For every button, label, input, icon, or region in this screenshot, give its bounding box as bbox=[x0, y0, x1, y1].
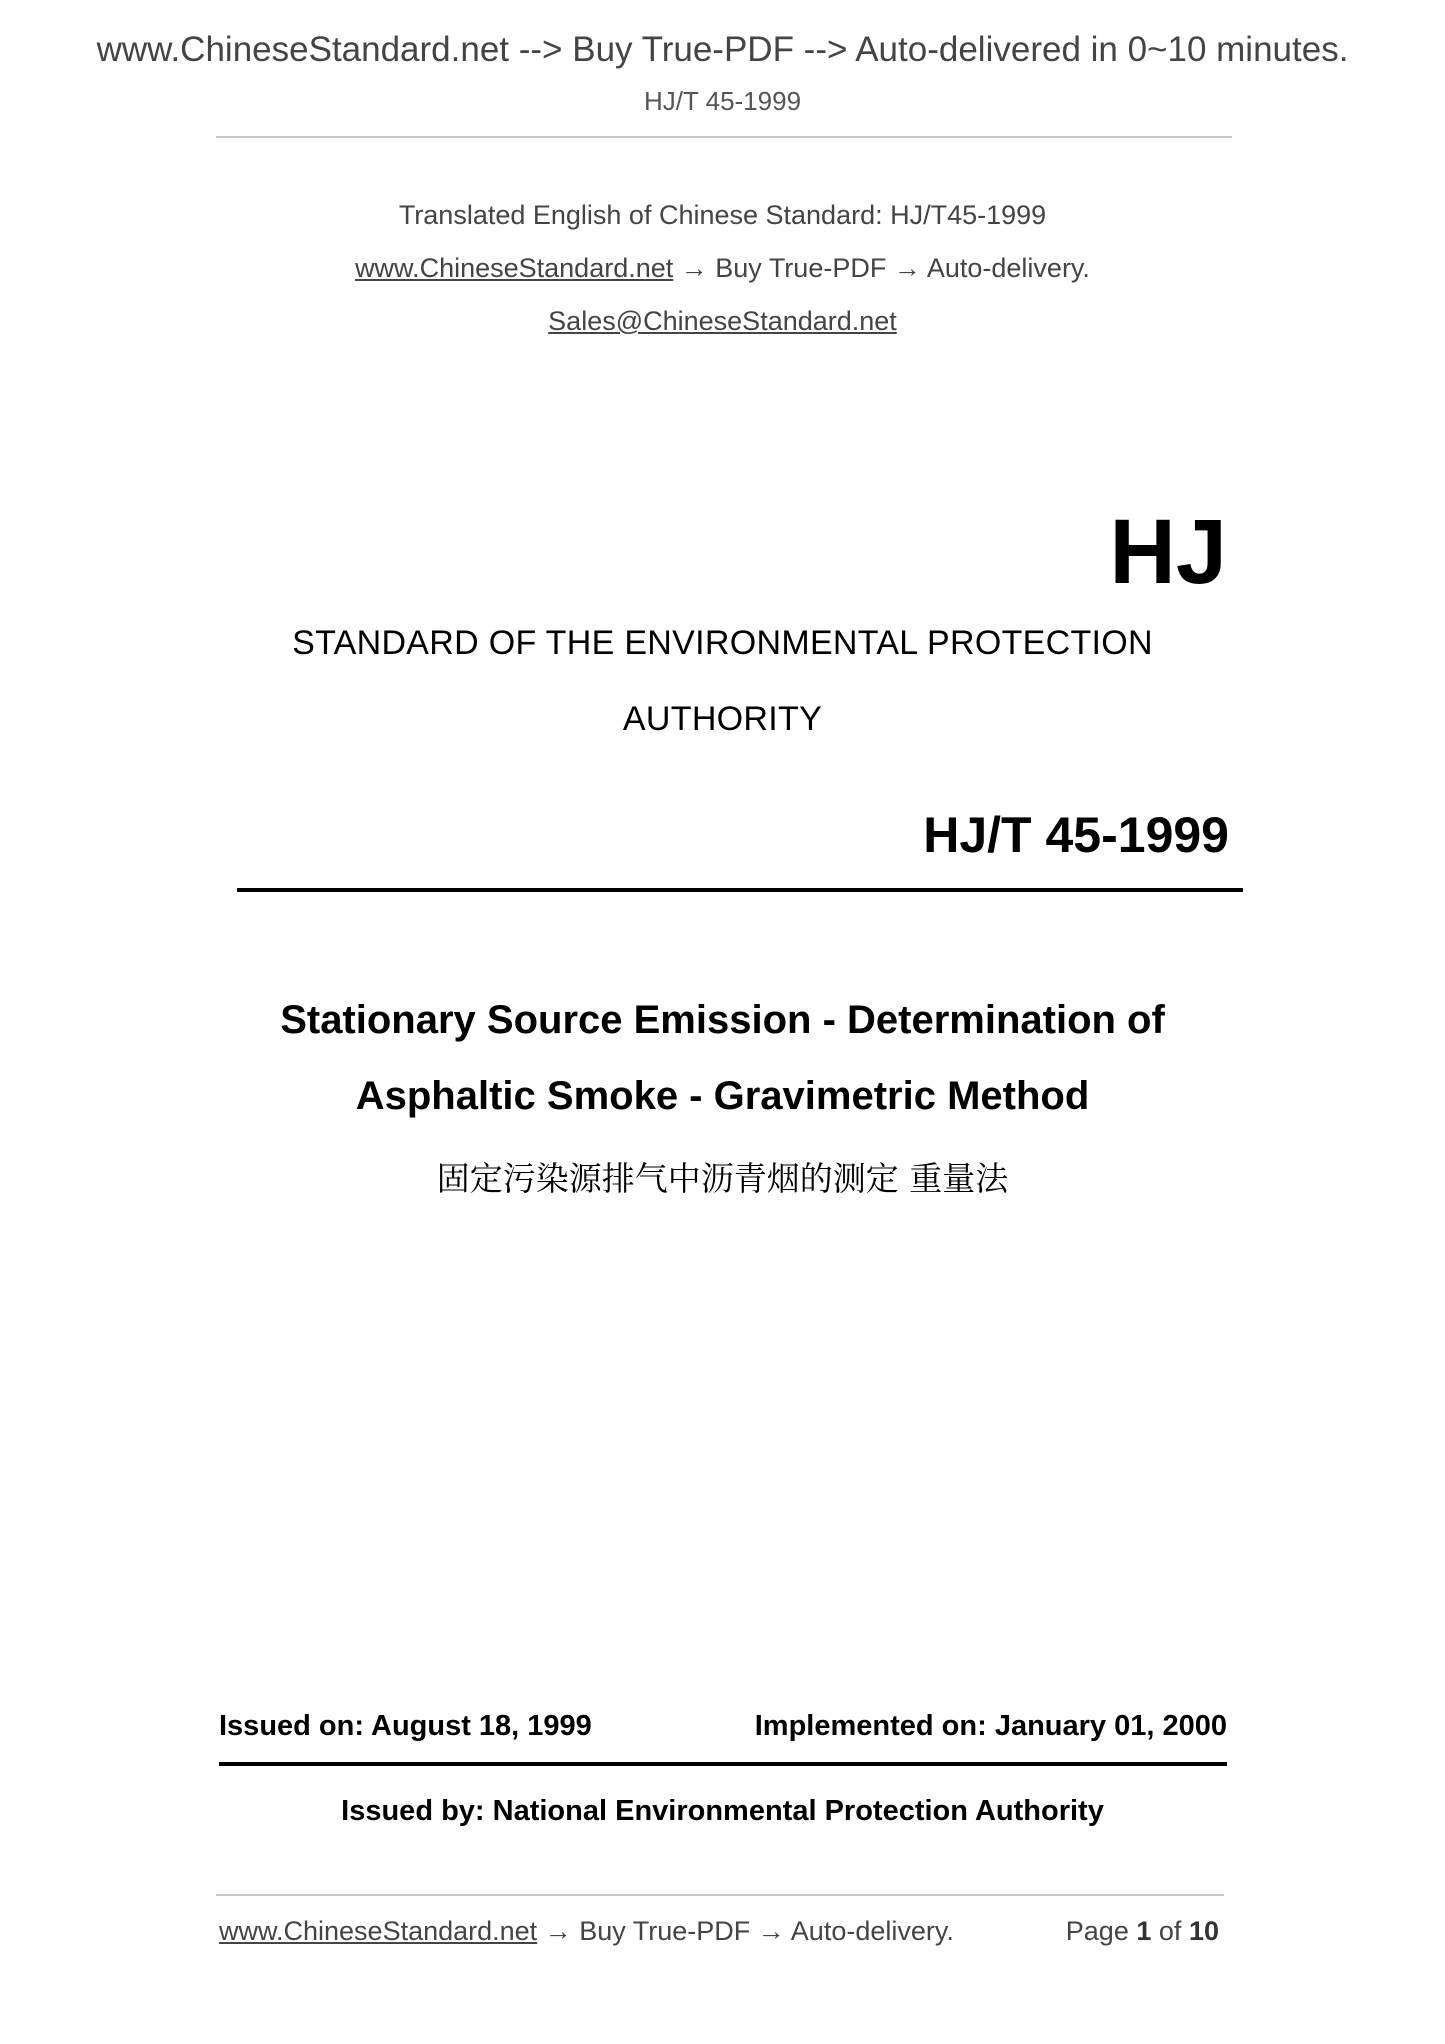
translated-line: Translated English of Chinese Standard: HJ/T45-1999 bbox=[398, 200, 1047, 230]
delivery-text: Auto-delivery. bbox=[926, 253, 1090, 283]
page-total: 10 bbox=[1188, 1916, 1219, 1946]
issued-by: Issued by: National Environmental Protection Authority bbox=[341, 1795, 1104, 1827]
page-indicator bbox=[1066, 1916, 1219, 1947]
footer-delivery-text: Auto-delivery. bbox=[790, 1916, 954, 1946]
title-chinese: 固定污染源排气中沥青烟的测定 重量法 bbox=[436, 1159, 1009, 1198]
issue-divider bbox=[219, 1762, 1227, 1766]
buy-text: Buy True-PDF bbox=[715, 253, 887, 283]
email-link[interactable]: Sales@ChineseStandard.net bbox=[548, 306, 897, 336]
header-divider bbox=[216, 136, 1232, 138]
arrow-right-icon: → bbox=[680, 253, 708, 283]
authority-line-1: STANDARD OF THE ENVIRONMENTAL PROTECTION bbox=[292, 624, 1153, 662]
code-divider bbox=[237, 888, 1243, 892]
page-label: Page bbox=[1065, 1916, 1129, 1946]
arrow-right-icon: → bbox=[544, 1916, 572, 1946]
of-label: of bbox=[1158, 1916, 1182, 1946]
footer-site-link[interactable]: www.ChineseStandard.net bbox=[219, 1916, 538, 1946]
site-link[interactable]: www.ChineseStandard.net bbox=[355, 253, 674, 283]
page-number: 1 bbox=[1136, 1916, 1152, 1946]
issued-on: Issued on: August 18, 1999 bbox=[219, 1710, 592, 1742]
header-standard-code: HJ/T 45-1999 bbox=[643, 86, 802, 116]
footer-buy-text: Buy True-PDF bbox=[579, 1916, 751, 1946]
header-banner: www.ChineseStandard.net --> Buy True-PDF --> Auto-delivered in 0~10 minutes. bbox=[96, 30, 1349, 69]
email-line bbox=[0, 306, 1445, 337]
footer-divider bbox=[216, 1894, 1224, 1896]
arrow-right-icon: → bbox=[893, 253, 921, 283]
arrow-right-icon: → bbox=[757, 1916, 785, 1946]
footer-delivery-line bbox=[219, 1916, 954, 1947]
title-line-1: Stationary Source Emission - Determination of bbox=[280, 998, 1165, 1042]
standard-code: HJ/T 45-1999 bbox=[923, 807, 1229, 863]
info-delivery-line bbox=[0, 253, 1445, 284]
title-line-2: Asphaltic Smoke - Gravimetric Method bbox=[355, 1074, 1090, 1118]
authority-line-2: AUTHORITY bbox=[622, 700, 823, 738]
hj-mark: HJ bbox=[1109, 501, 1227, 603]
implemented-on: Implemented on: January 01, 2000 bbox=[754, 1710, 1227, 1742]
